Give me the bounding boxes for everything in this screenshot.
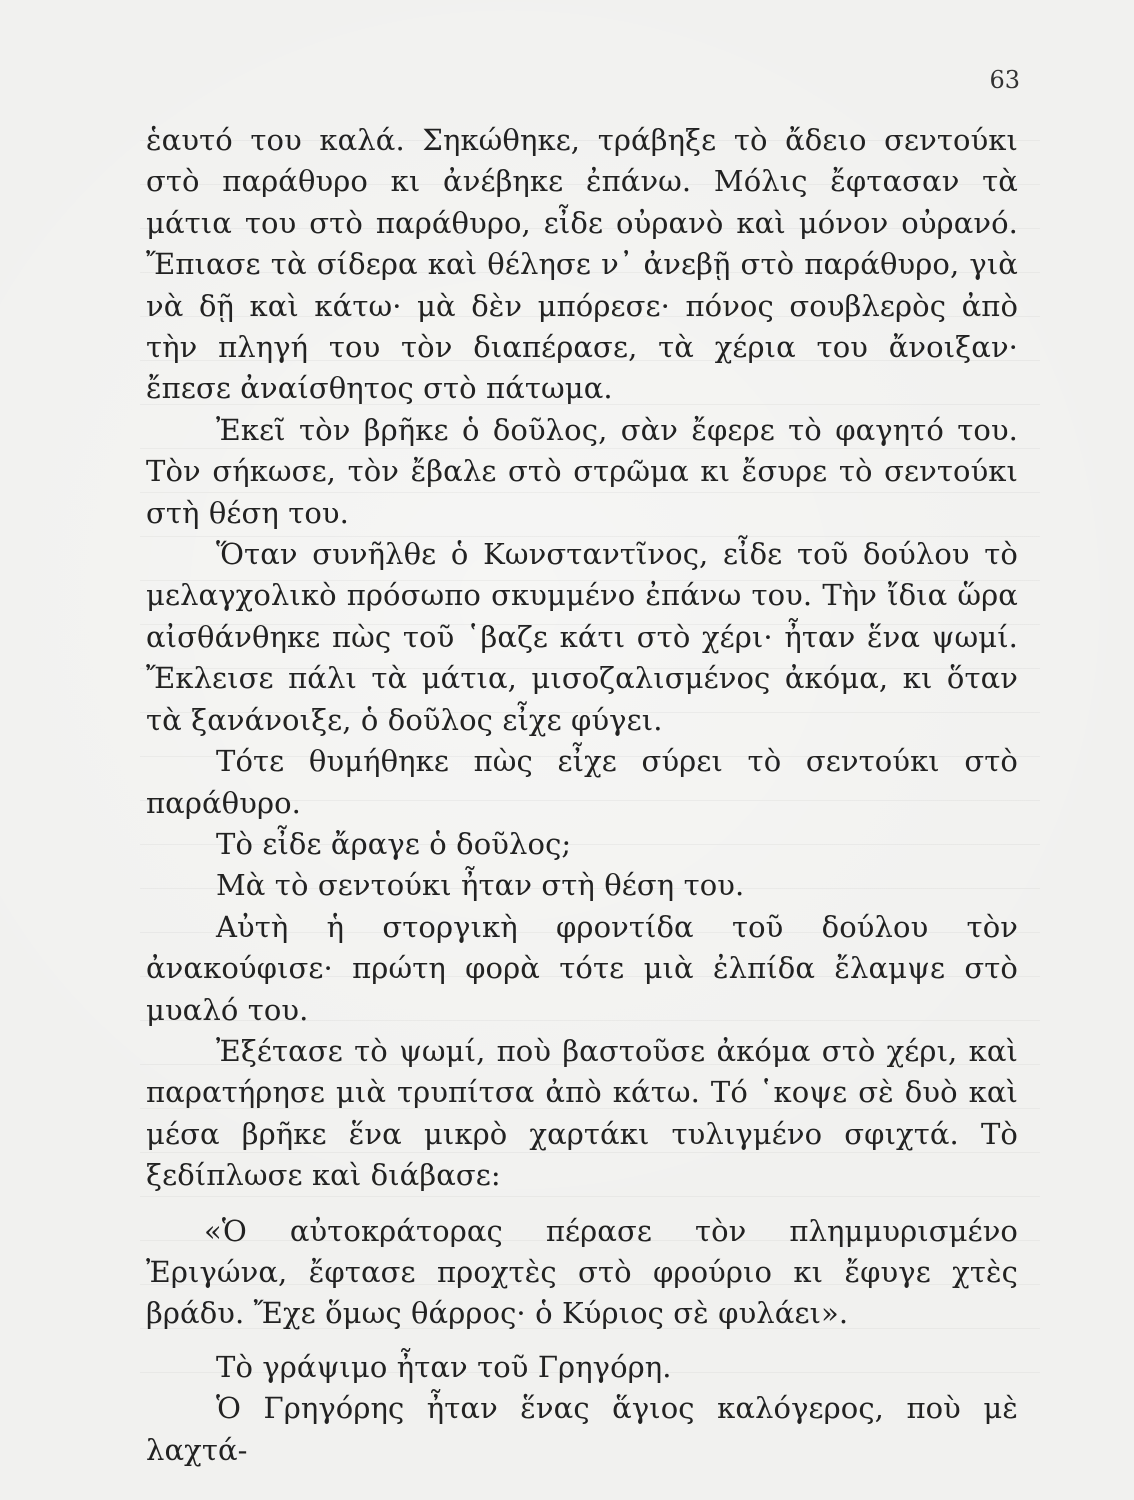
paragraph: Αὐτὴ ἡ στοργικὴ φροντίδα τοῦ δούλου τὸν ἀνακούφισε· πρώτη φορὰ τότε μιὰ ἐλπίδα ἔλαμψε στὸ μυαλό του. (146, 909, 1018, 1027)
paragraph: Τὸ γράψιμο ἦταν τοῦ Γρηγόρη. (216, 1349, 672, 1384)
paragraph: Τότε θυμήθηκε πὼς εἶχε σύρει τὸ σεντούκι στὸ παράθυρο. (146, 744, 1018, 820)
paragraph: ἑαυτό του καλά. Σηκώθηκε, τράβηξε τὸ ἄδειο σεντούκι στὸ παράθυρο κι ἀνέβηκε ἐπάνω. Μόλις ἔφτασαν τὰ μάτια του στὸ παράθυρο, εἶδε οὐρανὸ καὶ μόνον οὐρανό. Ἔπιασε τὰ σίδερα καὶ θέλησε ν᾽ ἀνεβῇ στὸ παράθυρο, γιὰ νὰ δῇ καὶ κάτω· μὰ δὲν μπόρεσε· πόνος σουβλερὸς ἀπὸ τὴν πληγή του τὸν διαπέρασε, τὰ χέρια του ἄνοιξαν· ἔπεσε ἀναίσθητος στὸ πάτωμα. (146, 123, 1018, 406)
quoted-note: «Ὁ αὐτοκράτορας πέρασε τὸν πλημμυρισμένο Ἐριγώνα, ἔφτασε προχτὲς στὸ φρούριο κι ἔφυγε χτὲς βράδυ. Ἔχε ὅμως θάρρος· ὁ Κύριος σὲ φυλάει». (146, 1213, 1018, 1331)
paragraph: Ὁ Γρηγόρης ἦταν ἕνας ἅγιος καλόγερος, ποὺ μὲ λαχτά- (146, 1391, 1018, 1467)
paragraph: Ἐξέτασε τὸ ψωμί, ποὺ βαστοῦσε ἀκόμα στὸ χέρι, καὶ παρατήρησε μιὰ τρυπίτσα ἀπὸ κάτω. Τό ῾κοψε σὲ δυὸ καὶ μέσα βρῆκε ἕνα μικρὸ χαρτάκι τυλιγμένο σφιχτά. Τὸ ξεδίπλωσε καὶ διάβασε: (146, 1033, 1018, 1193)
body-text (146, 120, 1018, 1471)
paragraph: Μὰ τὸ σεντούκι ἦταν στὴ θέση του. (216, 868, 745, 903)
page-number: 63 (989, 66, 1020, 94)
paragraph: Ὅταν συνῆλθε ὁ Κωνσταντῖνος, εἶδε τοῦ δούλου τὸ μελαγχολικὸ πρόσωπο σκυμμένο ἐπάνω του. Τὴν ἴδια ὥρα αἰσθάνθηκε πὼς τοῦ ῾βαζε κάτι στὸ χέρι· ἦταν ἕνα ψωμί. Ἔκλεισε πάλι τὰ μάτια, μισοζαλισμένος ἀκόμα, κι ὅταν τὰ ξανάνοιξε, ὁ δοῦλος εἶχε φύγει. (146, 537, 1018, 737)
paragraph: Τὸ εἶδε ἄραγε ὁ δοῦλος; (216, 826, 572, 861)
paragraph: Ἐκεῖ τὸν βρῆκε ὁ δοῦλος, σὰν ἔφερε τὸ φαγητό του. Τὸν σήκωσε, τὸν ἔβαλε στὸ στρῶμα κι ἔσυρε τὸ σεντούκι στὴ θέση του. (146, 412, 1018, 530)
